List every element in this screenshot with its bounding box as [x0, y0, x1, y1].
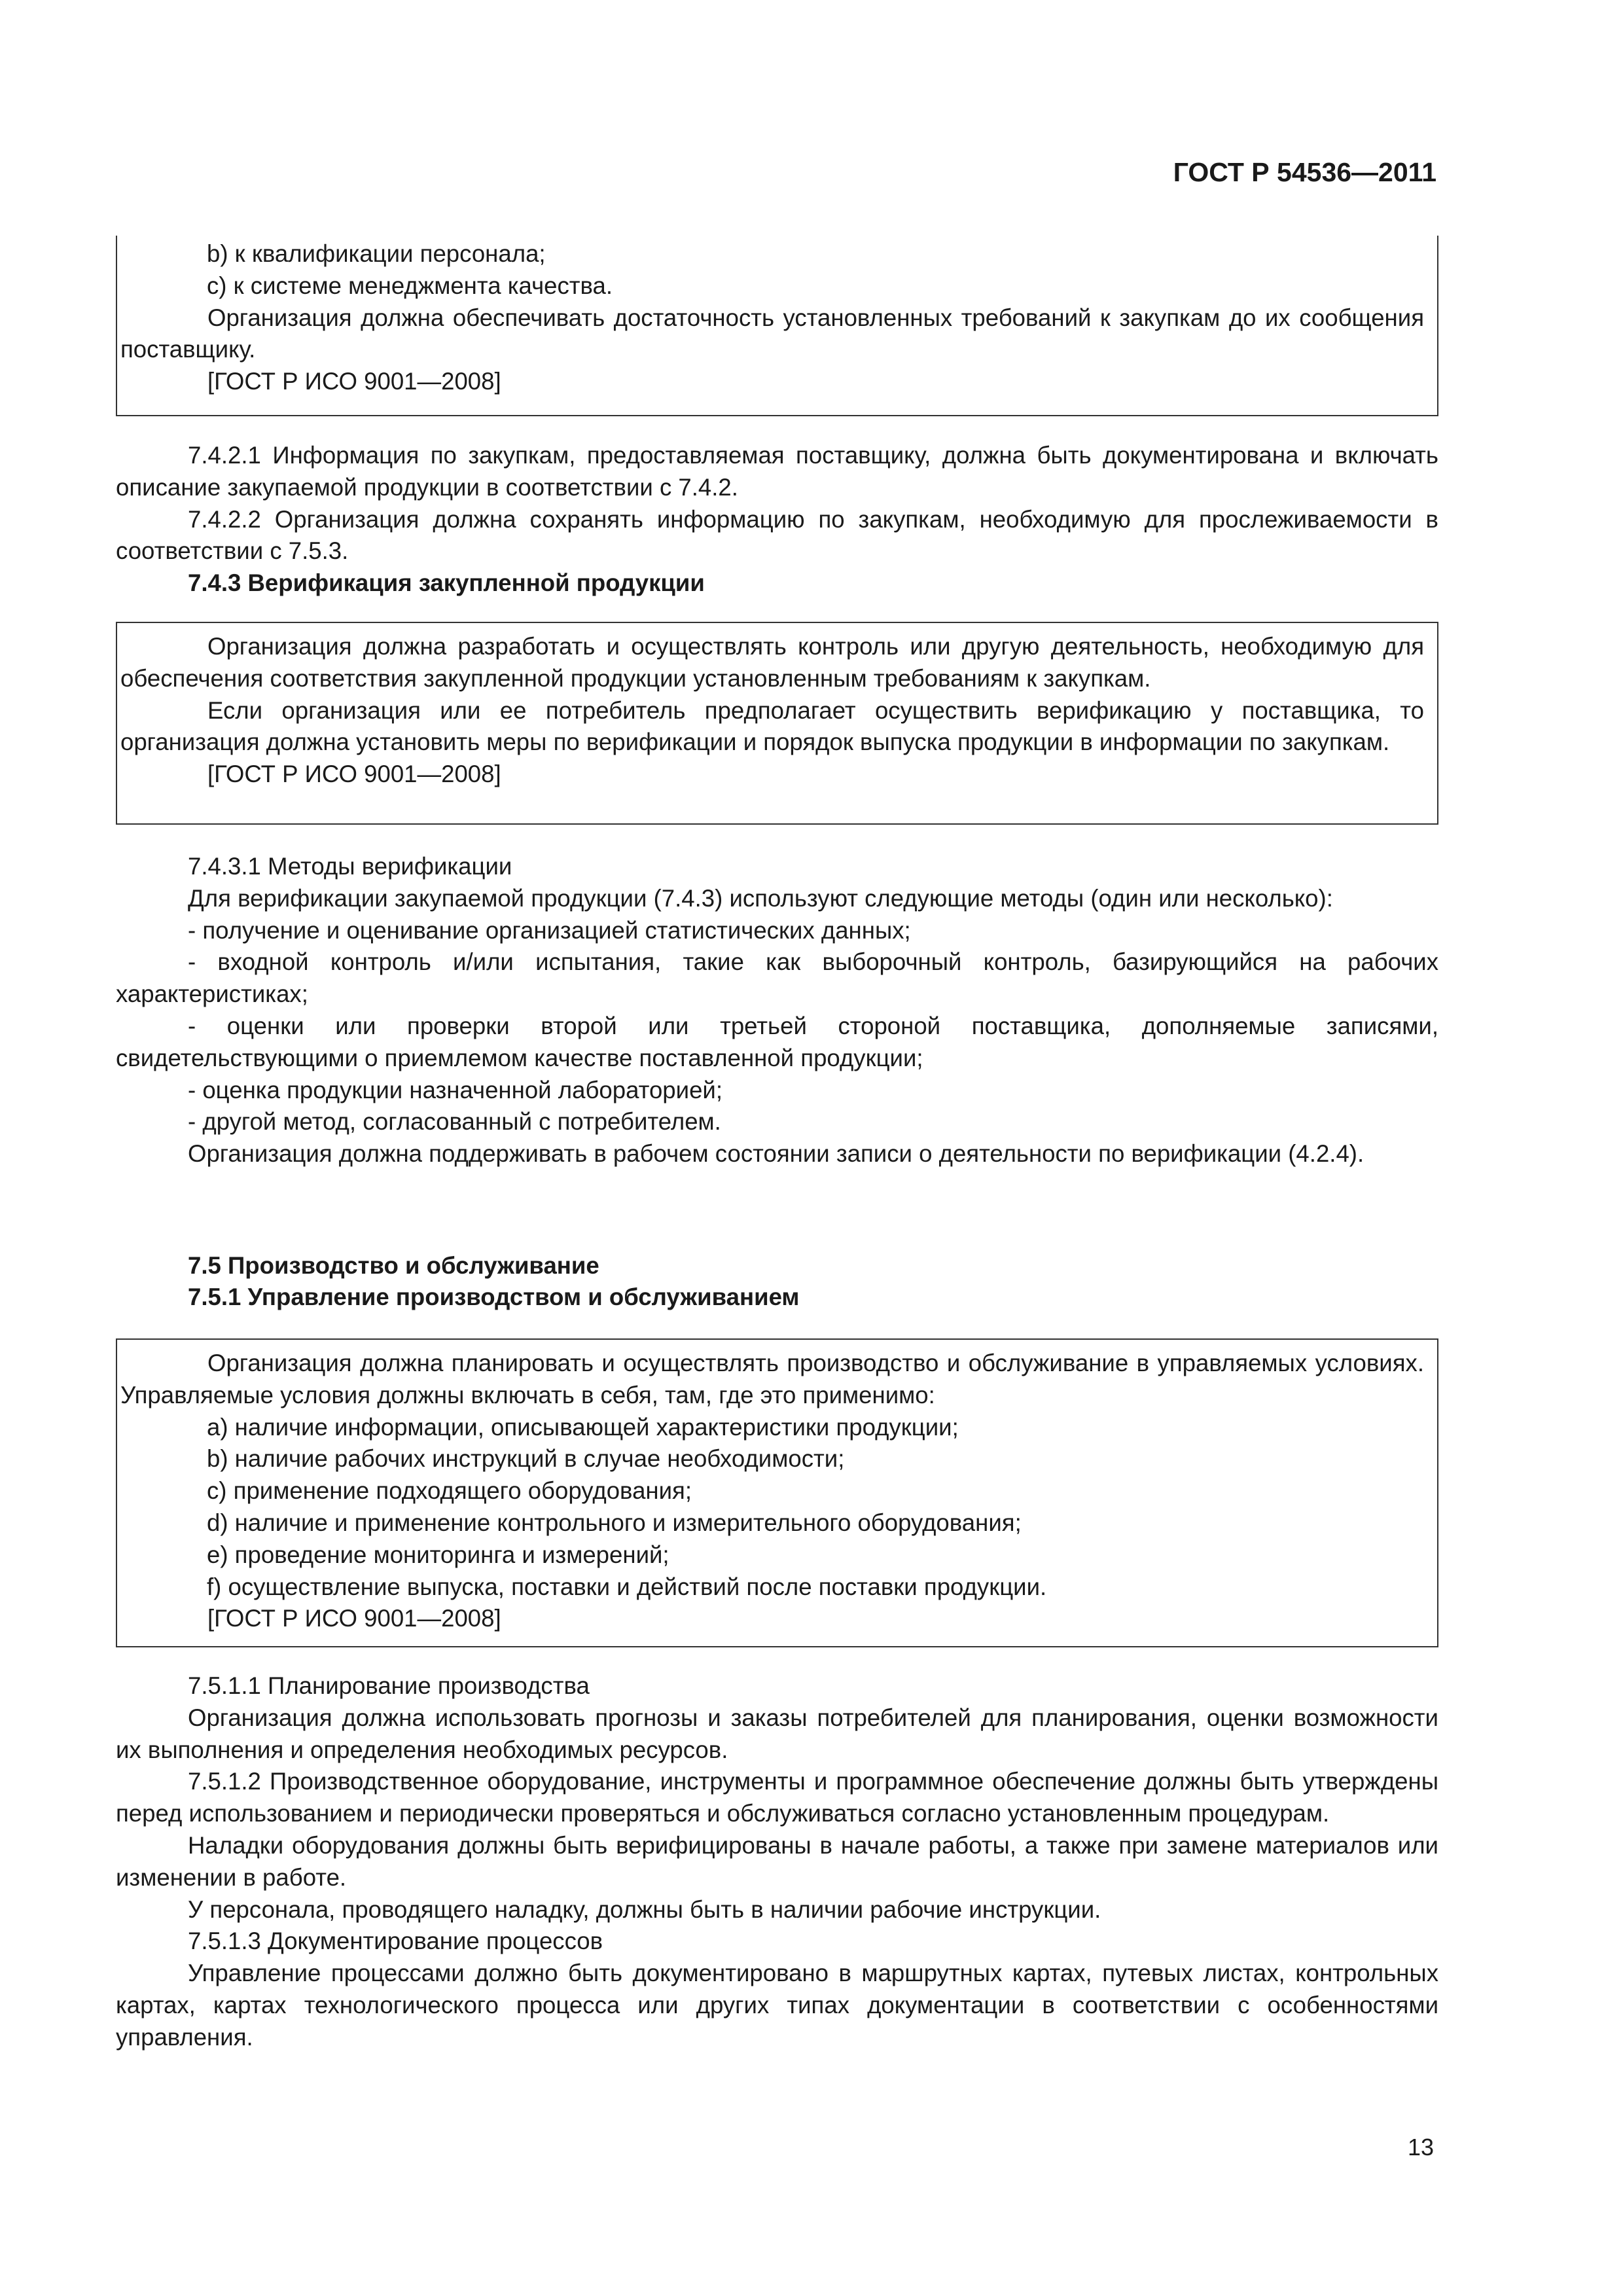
- paragraph: Наладки оборудования должны быть верифицированы в начале работы, а также при замене материалов или изменении в работе.: [116, 1831, 1438, 1891]
- list-item: b) к квалификации персонала;: [207, 240, 546, 267]
- standard-id-header: ГОСТ Р 54536—2011: [1173, 157, 1436, 187]
- section-7-5: [116, 1250, 1438, 1282]
- paragraph: Организация должна обеспечивать достаточность установленных требований к закупкам до их сообщения поставщику.: [120, 304, 1424, 363]
- citation: [ГОСТ Р ИСО 9001—2008]: [207, 761, 501, 788]
- paragraph-7-5-1-2: 7.5.1.2 Производственное оборудование, инструменты и программное обеспечение должны быть утверждены перед использованием и периодически проверяться и обслуживаться согласно установленным процедурам.: [116, 1768, 1438, 1827]
- citation: [ГОСТ Р ИСО 9001—2008]: [207, 1605, 501, 1632]
- paragraph-7-4-2-2: 7.4.2.2 Организация должна сохранять информацию по закупкам, необходимую для прослеживаемости в соответствии с 7.5.3.: [116, 505, 1438, 565]
- list-item: - получение и оценивание организацией статистических данных;: [188, 916, 911, 944]
- list-item: - другой метод, согласованный с потребителем.: [188, 1108, 721, 1136]
- section-7-5-1: [116, 1282, 1438, 1314]
- list-item: c) применение подходящего оборудования;: [207, 1477, 692, 1505]
- paragraph-7-4-2-1: 7.4.2.1 Информация по закупкам, предоставляемая поставщику, должна быть документирована и включать описание закупаемой продукции в соответствии с 7.4.2.: [116, 442, 1438, 501]
- paragraph: Организация должна использовать прогнозы и заказы потребителей для планирования, оценки возможности их выполнения и определения необходимых ресурсов.: [116, 1704, 1438, 1763]
- list-item: - оценка продукции назначенной лабораторией;: [188, 1076, 723, 1103]
- heading-7-5-1-3: 7.5.1.3 Документирование процессов: [188, 1928, 603, 1955]
- list-item: c) к системе менеджмента качества.: [207, 272, 613, 299]
- quote-box-1: [116, 236, 1438, 416]
- paragraph: У персонала, проводящего наладку, должны быть в наличии рабочие инструкции.: [188, 1895, 1101, 1923]
- list-item: - оценки или проверки второй или третьей стороной поставщика, дополняемые записями, свидетельствующими о приемлемом качестве поставленной продукции;: [116, 1012, 1438, 1071]
- page-number: 13: [1407, 2134, 1434, 2161]
- paragraph: Если организация или ее потребитель предполагает осуществить верификацию у поставщика, то организация должна установить меры по верификации и порядок выпуска продукции в информации по закупкам.: [120, 696, 1424, 756]
- heading-7-5-1-1: 7.5.1.1 Планирование производства: [188, 1672, 590, 1699]
- section-7-4-2: [116, 440, 1438, 600]
- heading-7-4-3: 7.4.3 Верификация закупленной продукции: [188, 569, 705, 597]
- paragraph: Организация должна поддерживать в рабочем состоянии записи о деятельности по верификации (4.2.4).: [188, 1140, 1364, 1168]
- list-item: e) проведение мониторинга и измерений;: [207, 1541, 669, 1568]
- heading-7-5: 7.5 Производство и обслуживание: [188, 1252, 599, 1279]
- paragraph: Для верификации закупаемой продукции (7.4.3) используют следующие методы (один или несколько):: [188, 884, 1333, 912]
- list-item: - входной контроль и/или испытания, такие как выборочный контроль, базирующийся на рабочих характеристиках;: [116, 948, 1438, 1008]
- citation: [ГОСТ Р ИСО 9001—2008]: [207, 368, 501, 395]
- list-item: d) наличие и применение контрольного и измерительного оборудования;: [207, 1509, 1022, 1536]
- section-7-5-1-x: [116, 1670, 1438, 2054]
- paragraph: Управление процессами должно быть документировано в маршрутных картах, путевых листах, контрольных картах, картах технологического процесса или других типах документации в соответствии с особенностями управления.: [116, 1960, 1438, 2051]
- paragraph: Организация должна планировать и осуществлять производство и обслуживание в управляемых условиях. Управляемые условия должны включать в себя, там, где это применимо:: [120, 1350, 1424, 1408]
- quote-box-2: [116, 622, 1438, 825]
- list-item: b) наличие рабочих инструкций в случае необходимости;: [207, 1445, 845, 1473]
- list-item: a) наличие информации, описывающей характеристики продукции;: [207, 1413, 959, 1441]
- section-7-4-3-1: [116, 851, 1438, 1170]
- heading-7-4-3-1: 7.4.3.1 Методы верификации: [188, 853, 512, 880]
- heading-7-5-1: 7.5.1 Управление производством и обслуживанием: [188, 1283, 800, 1310]
- list-item: f) осуществление выпуска, поставки и действий после поставки продукции.: [207, 1573, 1047, 1600]
- paragraph: Организация должна разработать и осуществлять контроль или другую деятельность, необходимую для обеспечения соответствия закупленной продукции установленным требованиям к закупкам.: [120, 633, 1424, 692]
- quote-box-3: [116, 1338, 1438, 1647]
